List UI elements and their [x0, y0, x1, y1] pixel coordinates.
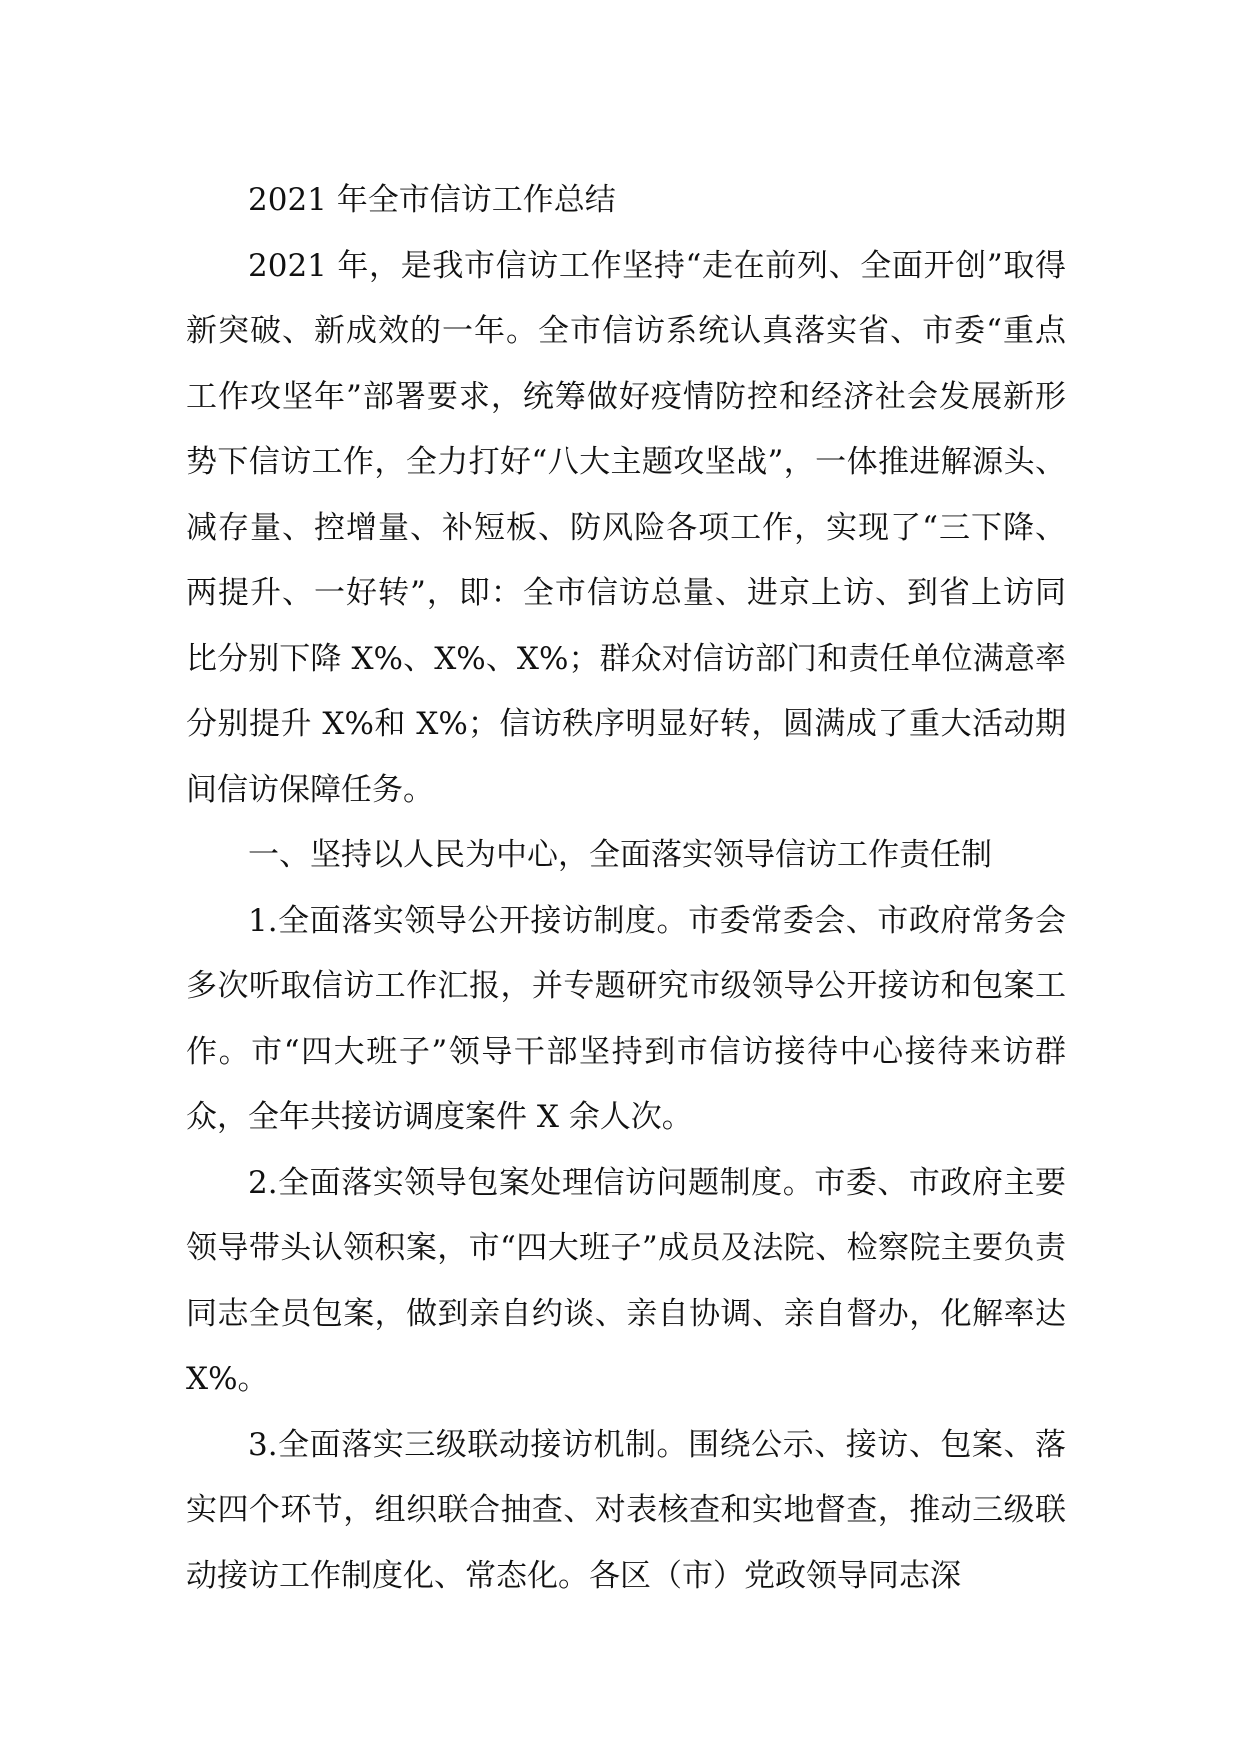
- paragraph-intro: 2021 年，是我市信访工作坚持“走在前列、全面开创”取得新突破、新成效的一年。全市信访系统认真落实省、市委“重点工作攻坚年”部署要求，统筹做好疫情防控和经济社会发展新形势下信访工作，全力打好“八大主题攻坚战”，一体推进解源头、减存量、控增量、补短板、防风险各项工作，实现了“三下降、两提升、一好转”，即：全市信访总量、进京上访、到省上访同比分别下降 X%、X%、X%；群众对信访部门和责任单位满意率分别提升 X%和 X%；信访秩序明显好转，圆满成了重大活动期间信访保障任务。: [186, 247, 1066, 808]
- document-title: 2021 年全市信访工作总结: [248, 182, 616, 218]
- document-body: [186, 168, 1066, 1609]
- paragraph-item-2: 2.全面落实领导包案处理信访问题制度。市委、市政府主要领导带头认领积案，市“四大班子”成员及法院、检察院主要负责同志全员包案，做到亲自约谈、亲自协调、亲自督办，化解率达 X%。: [186, 1164, 1066, 1397]
- section-heading-1: 一、坚持以人民为中心，全面落实领导信访工作责任制: [248, 837, 992, 873]
- paragraph-item-1: 1.全面落实领导公开接访制度。市委常委会、市政府常务会多次听取信访工作汇报，并专题研究市级领导公开接访和包案工作。市“四大班子”领导干部坚持到市信访接待中心接待来访群众，全年共接访调度案件 X 余人次。: [186, 902, 1066, 1135]
- paragraph-item-3: 3.全面落实三级联动接访机制。围绕公示、接访、包案、落实四个环节，组织联合抽查、对表核查和实地督查，推动三级联动接访工作制度化、常态化。各区（市）党政领导同志深: [186, 1426, 1066, 1594]
